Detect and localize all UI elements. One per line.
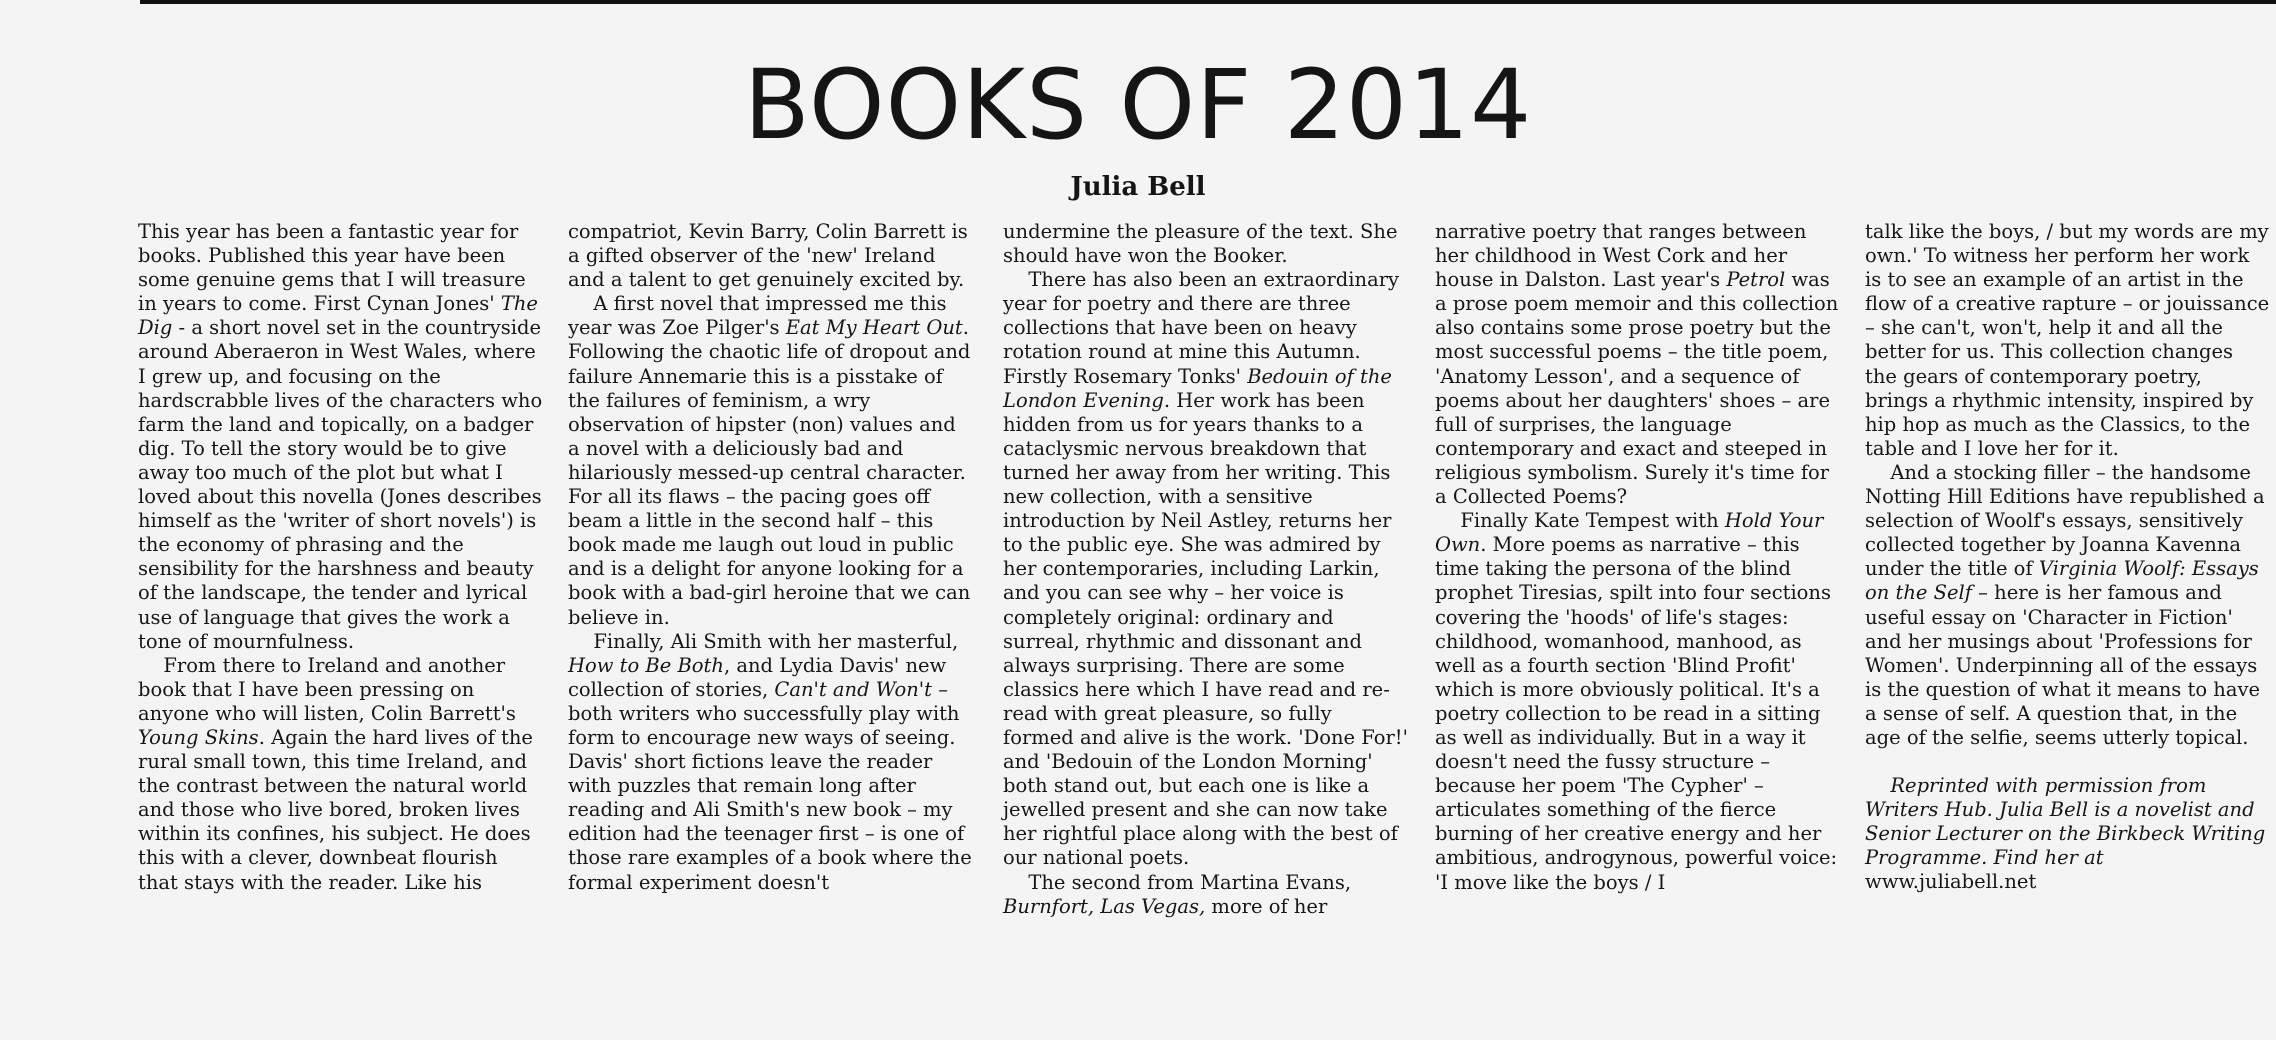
book-title: Burnfort, Las Vegas, <box>1003 894 1206 918</box>
paragraph: compatriot, Kevin Barry, Colin Barrett is a gifted observer of the 'new' Ireland and a talent to get genuinely excited by. <box>568 220 968 292</box>
paragraph: From there to Ireland and another book that I have been pressing on anyone who will listen, Colin Barrett's Young Skins. Again the hard lives of the rural small town, this time Ireland, and the contrast between the natural world and those who live bored, broken lives within its confines, his subject. He does this with a clever, downbeat flourish that stays with the reader. Like his <box>138 653 533 894</box>
article-column-5 <box>1865 220 2270 895</box>
paragraph: Finally, Ali Smith with her masterful, How to Be Both, and Lydia Davis' new collection of stories, Can't and Won't – both writers who successfully play with form to encourage new ways of seeing. Davis' short fictions leave the reader with puzzles that remain long after reading and Ali Smith's new book – my edition had the teenager first – is one of those rare examples of a book where the formal experiment doesn't <box>568 629 972 894</box>
author-byline: Julia Bell <box>1070 172 1206 202</box>
paragraph: Finally Kate Tempest with Hold Your Own. More poems as narrative – this time taking the persona of the blind prophet Tiresias, spilt into four sections covering the 'hoods' of life's stages: childhood, womanhood, manhood, as well as a fourth section 'Blind Profit' which is more obviously political. It's a poetry collection to be read in a sitting as well as individually. But in a way it doesn't need the fussy structure – because her poem 'The Cypher' – articulates something of the fierce burning of her creative energy and her ambitious, androgynous, powerful voice: 'I move like the boys / I <box>1435 509 1838 894</box>
book-title: How to Be Both <box>568 653 724 677</box>
author-website-link[interactable]: www.juliabell.net <box>1865 870 2037 894</box>
book-title: Bedouin of the London Evening <box>1003 364 1392 412</box>
paragraph: A first novel that impressed me this year was Zoe Pilger's Eat My Heart Out. Following the chaotic life of dropout and failure Annemarie this is a pisstake of the failures of feminism, a wry observation of hipster (non) values and a novel with a deliciously bad and hilariously messed-up central character. For all its flaws – the pacing goes off beam a little in the second half – this book made me laugh out loud in public and is a delight for anyone looking for a book with a bad-girl heroine that we can believe in. <box>568 292 971 629</box>
article-column-3 <box>1003 220 1408 919</box>
book-title: Hold Your Own <box>1435 509 1824 557</box>
paragraph: There has also been an extraordinary year for poetry and there are three collections that have been on heavy rotation round at mine this Autumn. Firstly Rosemary Tonks' Bedouin of the London Evening. Her work has been hidden from us for years thanks to a cataclysmic nervous breakdown that turned her away from her writing. This new collection, with a sensitive introduction by Neil Astley, returns her to the public eye. She was admired by her contemporaries, including Larkin, and you can see why – her voice is completely original: ordinary and surreal, rhythmic and dissonant and always surprising. There are some classics here which I have read and re-read with great pleasure, so fully formed and alive is the work. 'Done For!' and 'Bedouin of the London Morning' both stand out, but each one is like a jewelled present and she can now take her rightful place along with the best of our national poets. <box>1003 268 1409 870</box>
book-title: The Dig <box>138 292 538 340</box>
book-title: Virginia Woolf: Essays on the Self <box>1865 557 2259 605</box>
book-title: Can't and Won't <box>774 677 933 701</box>
article-column-4 <box>1435 220 1840 895</box>
book-title: Eat My Heart Out <box>785 316 963 340</box>
reprint-credit: Reprinted with permission from Writers Hub. Julia Bell is a novelist and Senior Lecturer on the Birkbeck Writing Programme. Find her at www.juliabell.net <box>1865 774 2266 894</box>
paragraph: narrative poetry that ranges between her childhood in West Cork and her house in Dalston. Last year's Petrol was a prose poem memoir and this collection also contains some prose poetry but the most successful poems – the title poem, 'Anatomy Lesson', and a sequence of poems about her daughters' shoes – are full of surprises, the language contemporary and exact and steeped in religious symbolism. Surely it's time for a Collected Poems? <box>1435 220 1839 509</box>
paragraph: And a stocking filler – the handsome Notting Hill Editions have republished a selection of Woolf's essays, sensitively collected together by Joanna Kavenna under the title of Virginia Woolf: Essays on the Self – here is her famous and useful essay on 'Character in Fiction' and her musings about 'Professions for Women'. Underpinning all of the essays is the question of what it means to have a sense of self. A question that, in the age of the selfie, seems utterly topical. <box>1865 460 2265 749</box>
paragraph: talk like the boys, / but my words are my own.' To witness her perform her work is to see an example of an artist in the flow of a creative rapture – or jouissance – she can't, won't, help it and all the better for us. This collection changes the gears of contemporary poetry, brings a rhythmic intensity, inspired by hip hop as much as the Classics, to the table and I love her for it. <box>1865 220 2270 460</box>
paragraph: undermine the pleasure of the text. She should have won the Booker. <box>1003 220 1398 268</box>
top-rule <box>140 0 2276 4</box>
article-column-2 <box>568 220 973 895</box>
paragraph: The second from Martina Evans, Burnfort, Las Vegas, more of her <box>1003 870 1352 918</box>
page-title: BOOKS OF 2014 <box>743 49 1533 161</box>
article-column-1 <box>138 220 543 895</box>
book-title: Young Skins <box>138 725 259 749</box>
paragraph: This year has been a fantastic year for books. Published this year have been some genuine gems that I will treasure in years to come. First Cynan Jones' The Dig - a short novel set in the countryside around Aberaeron in West Wales, where I grew up, and focusing on the hardscrabble lives of the characters who farm the land and topically, on a badger dig. To tell the story would be to give away too much of the plot but what I loved about this novella (Jones describes himself as the 'writer of short novels') is the economy of phrasing and the sensibility for the harshness and beauty of the landscape, the tender and lyrical use of language that gives the work a tone of mournfulness. <box>138 220 543 653</box>
book-title: Petrol <box>1726 268 1786 292</box>
